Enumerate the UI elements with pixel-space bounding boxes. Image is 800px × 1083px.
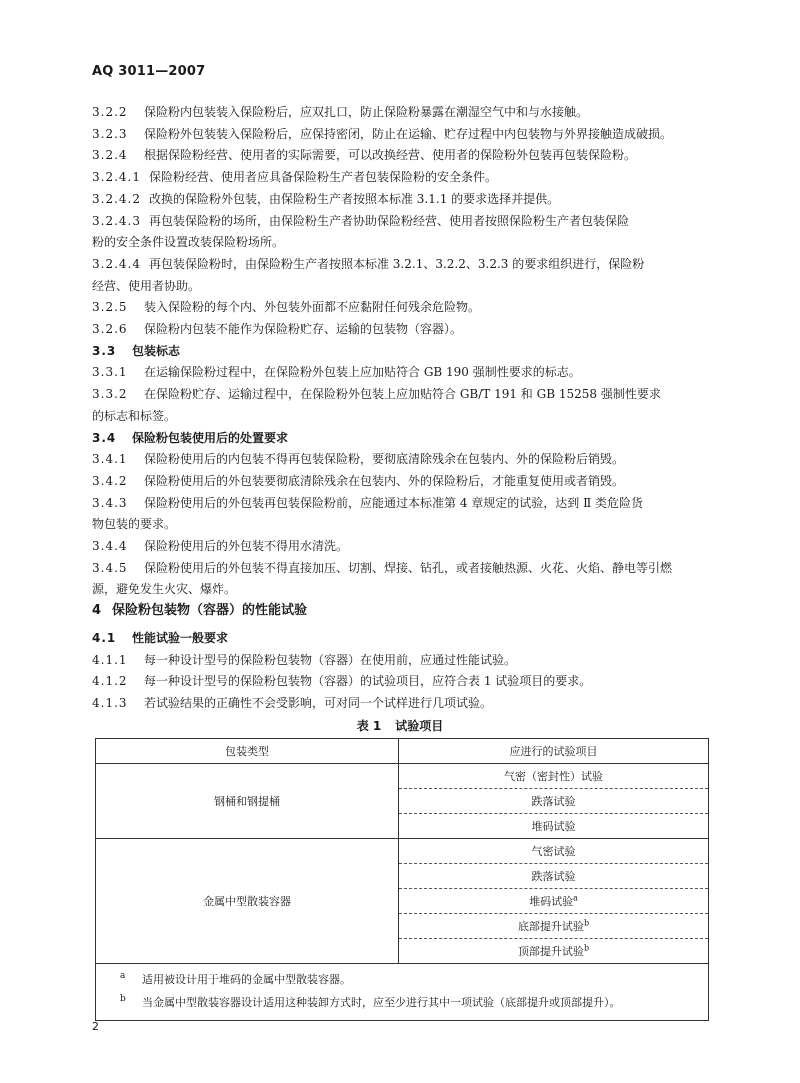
table-row (96, 839, 709, 864)
test-item-cell: 跌落试验 (399, 864, 709, 889)
test-item-cell: 堆码试验$^a$ (399, 889, 709, 914)
clause-3-3-1: 3.3.1 在运输保险粉过程中，在保险粉外包装上应加贴符合 GB 190 强制性要求的标志。 (92, 365, 581, 380)
col-header-required-tests: 应进行的试验项目 (399, 739, 709, 764)
test-item-cell: 气密（密封性）试验 (399, 764, 709, 789)
table-1-caption: 表 1 试验项目 (356, 719, 444, 733)
clause-3-4-2: 3.4.2 保险粉使用后的外包装要彻底清除残余在包装内、外的保险粉后，才能重复使用或者销毁。 (92, 473, 625, 488)
test-item-cell: 底部提升试验$^b$ (399, 914, 709, 939)
clause-3-2-5: 3.2.5 装入保险粉的每个内、外包装外面都不应黏附任何残余危险物。 (92, 300, 481, 315)
test-item-cell: 跌落试验 (399, 789, 709, 814)
table-header-row (96, 739, 709, 764)
clause-3-2-6: 3.2.6 保险粉内包装不能作为保险粉贮存、运输的包装物（容器）。 (92, 322, 463, 337)
clause-3-4-3: 3.4.3 保险粉使用后的外包装再包装保险粉前，应能通过本标准第 4 章规定的试验，达到 Ⅱ 类危险货 物包装的要求。 (92, 495, 644, 532)
table-note-a: a 适用被设计用于堆码的金属中型散装容器。 (120, 971, 351, 986)
clause-4-1-1: 4.1.1 每一种设计型号的保险粉包装物（容器）在使用前，应通过性能试验。 (92, 652, 517, 667)
page-number: 2 (92, 1020, 99, 1033)
clause-3-2-3: 3.2.3 保险粉外包装装入保险粉后，应保持密闭，防止在运输、贮存过程中内包装物与外界接触造成破损。 (92, 126, 673, 141)
clause-3-4-1: 3.4.1 保险粉使用后的内包装不得再包装保险粉，要彻底清除残余在包装内、外的保险粉后销毁。 (92, 452, 625, 467)
test-items-table (95, 738, 709, 1021)
footnote-marker-b: b (583, 943, 590, 953)
table-note-b: b 当金属中型散装容器设计适用这种装卸方式时，应至少进行其中一项试验（底部提升或顶部提升）。 (120, 994, 621, 1009)
clause-3-2-4-3: 3.2.4.3 再包装保险粉的场所，由保险粉生产者协助保险粉经营、使用者按照保险粉生产者包装保险 粉的安全条件设置改装保险粉场所。 (92, 213, 629, 250)
clause-3-2-2: 3.2.2 保险粉内包装装入保险粉后，应双扎口，防止保险粉暴露在潮湿空气中和与水接触。 (92, 105, 589, 119)
clause-3-2-4-4: 3.2.4.4 再包装保险粉时，由保险粉生产者按照本标准 3.2.1、3.2.2、3.2.3 的要求组织进行，保险粉 经营、使用者协助。 (92, 256, 645, 293)
footnote-marker-b: b (583, 918, 590, 928)
test-item-cell: 顶部提升试验$^b$ (399, 939, 709, 964)
package-type-cell: 钢桶和钢提桶 (96, 764, 399, 839)
footnote-marker-a: a (573, 893, 578, 903)
heading-3-4: 3.4 保险粉包装使用后的处置要求 (92, 430, 289, 445)
test-item-cell: 气密试验 (399, 839, 709, 864)
col-header-package-type: 包装类型 (96, 739, 399, 764)
heading-4-1: 4.1 性能试验一般要求 (92, 631, 229, 645)
package-type-cell: 金属中型散装容器 (96, 839, 399, 964)
clause-3-3-2: 3.3.2 在保险粉贮存、运输过程中，在保险粉外包装上应加贴符合 GB/T 191 和 GB 15258 强制性要求 的标志和标签。 (92, 387, 661, 423)
clause-4-1-3: 4.1.3 若试验结果的正确性不会受影响，可对同一个试样进行几项试验。 (92, 696, 493, 711)
standard-code: AQ 3011—2007 (92, 64, 206, 79)
chapter-4-heading: 4 保险粉包装物（容器）的性能试验 (92, 603, 308, 618)
clause-3-4-5: 3.4.5 保险粉使用后的外包装不得直接加压、切割、焊接、钻孔，或者接触热源、火花、火焰、静电等引燃 源，避免发生火灾、爆炸。 (92, 560, 673, 597)
test-item-cell: 堆码试验 (399, 814, 709, 839)
section-3-body (92, 102, 710, 601)
clause-4-1-2: 4.1.2 每一种设计型号的保险粉包装物（容器）的试验项目，应符合表 1 试验项目的要求。 (92, 674, 592, 689)
table-row (96, 764, 709, 789)
clause-3-2-4: 3.2.4 根据保险粉经营、使用者的实际需要，可以改换经营、使用者的保险粉外包装再包装保险粉。 (92, 148, 637, 163)
table-notes-row (96, 964, 709, 1021)
clause-3-4-4: 3.4.4 保险粉使用后的外包装不得用水清洗。 (92, 539, 349, 554)
table-notes-cell (96, 964, 709, 1021)
heading-3-3: 3.3 包装标志 (92, 343, 181, 358)
clause-3-2-4-1: 3.2.4.1 保险粉经营、使用者应具备保险粉生产者包装保险粉的安全条件。 (92, 170, 497, 185)
section-4-1-body (92, 628, 710, 715)
clause-3-2-4-2: 3.2.4.2 改换的保险粉外包装，由保险粉生产者按照本标准 3.1.1 的要求选择并提供。 (92, 191, 560, 206)
